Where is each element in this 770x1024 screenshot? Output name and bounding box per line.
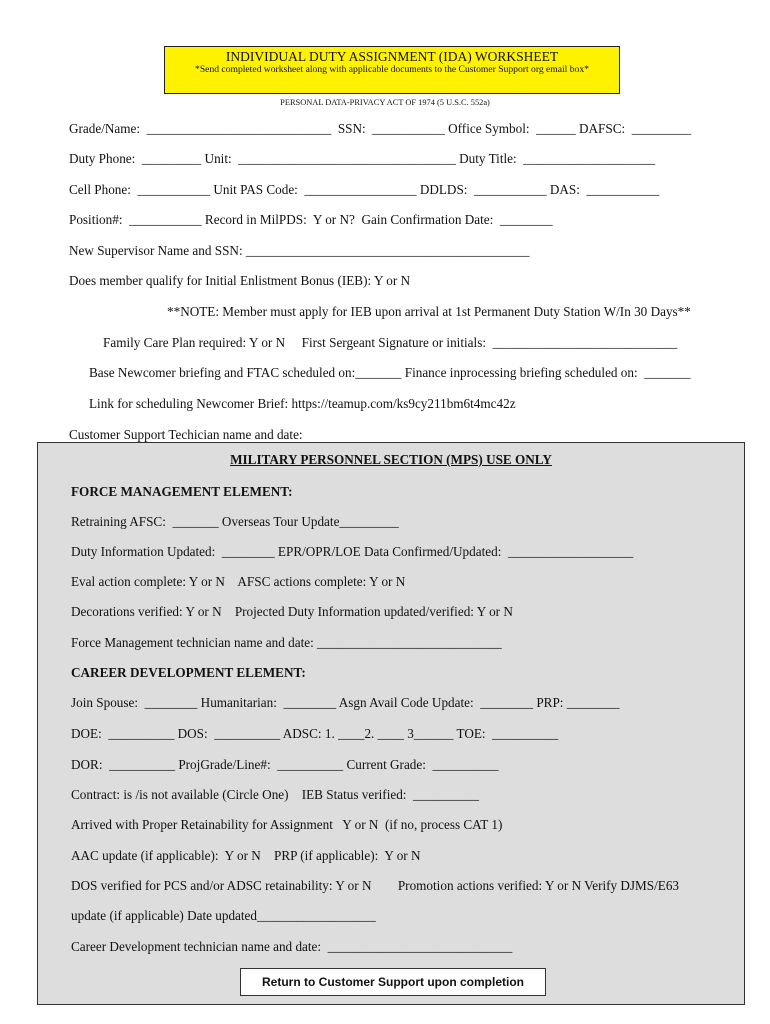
date-updated-line[interactable]: update (if applicable) Date updated__________________	[71, 908, 376, 923]
position-line[interactable]: Position#: ___________ Record in MilPDS: Y or N? Gain Confirmation Date: ________	[69, 212, 553, 227]
contract-line[interactable]: Contract: is /is not available (Circle One) IEB Status verified: __________	[71, 787, 479, 802]
retraining-afsc-line[interactable]: Retraining AFSC: _______ Overseas Tour Update_________	[71, 514, 399, 529]
submission-instruction: *Send completed worksheet along with applicable documents to the Customer Support org email box*	[195, 64, 589, 75]
career-development-heading: CAREER DEVELOPMENT ELEMENT:	[71, 665, 306, 680]
newcomer-brief-link[interactable]: Link for scheduling Newcomer Brief: https://teamup.com/ks9cy211bm6t4mc42z	[89, 396, 516, 411]
grade-name-line[interactable]: Grade/Name: ____________________________ SSN: ___________ Office Symbol: ______ DAFSC: _________	[69, 121, 692, 136]
mps-section	[37, 442, 745, 1005]
dos-verified-line[interactable]: DOS verified for PCS and/or ADSC retainability: Y or N Promotion actions verified: Y or N Verify DJMS/E63	[71, 878, 680, 893]
force-management-technician-line[interactable]: Force Management technician name and date: ____________________________	[71, 635, 502, 650]
ieb-note: **NOTE: Member must apply for IEB upon arrival at 1st Permanent Duty Station W/In 30 Days**	[167, 304, 691, 319]
ieb-qualify-line[interactable]: Does member qualify for Initial Enlistment Bonus (IEB): Y or N	[69, 273, 411, 288]
family-care-plan-line[interactable]: Family Care Plan required: Y or N First Sergeant Signature or initials: ____________________________	[103, 335, 678, 350]
duty-phone-line[interactable]: Duty Phone: _________ Unit: _________________________________ Duty Title: ____________________	[69, 151, 656, 166]
duty-information-line[interactable]: Duty Information Updated: ________ EPR/OPR/LOE Data Confirmed/Updated: ___________________	[71, 544, 634, 559]
aac-update-line[interactable]: AAC update (if applicable): Y or N PRP (if applicable): Y or N	[71, 848, 421, 863]
force-management-heading: FORCE MANAGEMENT ELEMENT:	[71, 484, 293, 499]
doe-dos-line[interactable]: DOE: __________ DOS: __________ ADSC: 1. ____2. ____ 3______ TOE: __________	[71, 726, 559, 741]
retainability-line[interactable]: Arrived with Proper Retainability for Assignment Y or N (if no, process CAT 1)	[71, 817, 503, 832]
customer-support-technician-line[interactable]: Customer Support Techician name and date:	[69, 427, 303, 442]
join-spouse-line[interactable]: Join Spouse: ________ Humanitarian: ________ Asgn Avail Code Update: ________ PRP: ________	[71, 695, 620, 710]
privacy-act-notice: PERSONAL DATA-PRIVACY ACT OF 1974 (5 U.S.C. 552a)	[280, 98, 490, 107]
cell-phone-line[interactable]: Cell Phone: ___________ Unit PAS Code: _________________ DDLDS: ___________ DAS: ___________	[69, 182, 660, 197]
decorations-line[interactable]: Decorations verified: Y or N Projected Duty Information updated/verified: Y or N	[71, 604, 513, 619]
mps-section-title: MILITARY PERSONNEL SECTION (MPS) USE ONLY	[230, 452, 552, 467]
worksheet-title: INDIVIDUAL DUTY ASSIGNMENT (IDA) WORKSHEET	[225, 49, 559, 64]
new-supervisor-line[interactable]: New Supervisor Name and SSN: ___________________________________________	[69, 243, 530, 258]
newcomer-briefing-line[interactable]: Base Newcomer briefing and FTAC scheduled on:_______ Finance inprocessing briefing scheduled on: _______	[89, 365, 691, 380]
worksheet-header-box	[164, 46, 620, 94]
dor-line[interactable]: DOR: __________ ProjGrade/Line#: __________ Current Grade: __________	[71, 757, 499, 772]
return-to-customer-support-box: Return to Customer Support upon completion	[240, 968, 546, 996]
eval-action-line[interactable]: Eval action complete: Y or N AFSC actions complete: Y or N	[71, 574, 406, 589]
career-development-technician-line[interactable]: Career Development technician name and date: ____________________________	[71, 939, 513, 954]
